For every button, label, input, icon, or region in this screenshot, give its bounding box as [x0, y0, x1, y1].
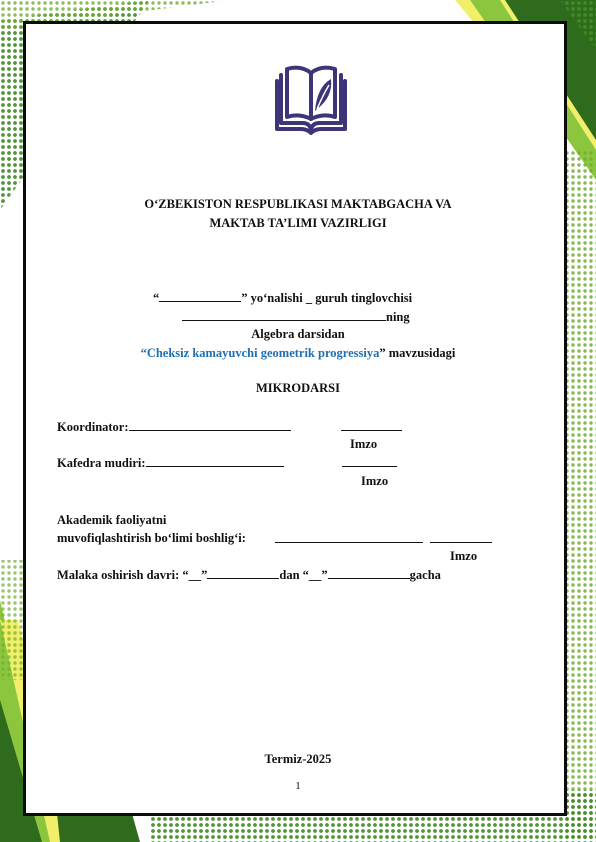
subject-line: Algebra darsidan	[251, 327, 345, 341]
open-quote: “	[153, 291, 160, 305]
period-dan: dan “__”	[279, 568, 328, 582]
academic-row	[57, 531, 246, 546]
city-year: Termiz-2025	[264, 752, 332, 766]
training-period-line	[57, 567, 441, 583]
academic-name-field[interactable]	[275, 531, 423, 547]
topic-open-quote: “	[140, 346, 147, 360]
listener-line	[153, 290, 412, 306]
head-sign-label: Imzo	[361, 474, 389, 488]
page-number: 1	[295, 780, 301, 792]
topic-line	[0, 346, 596, 361]
period-end-month-field[interactable]	[328, 567, 410, 579]
head-sign-field[interactable]	[342, 455, 397, 471]
coordinator-row	[57, 419, 291, 435]
listener-direction-text: ” yo‘nalishi _ guruh tinglovchisi	[241, 291, 413, 305]
topic-close-text: ” mavzusidagi	[379, 346, 456, 360]
head-name-field[interactable]	[146, 455, 284, 467]
coordinator-sign-field[interactable]	[341, 419, 402, 435]
listener-name-blank[interactable]	[182, 309, 386, 321]
listener-name-suffix: ning	[386, 310, 410, 324]
coordinator-sign-label: Imzo	[350, 437, 378, 451]
coordinator-name-field[interactable]	[129, 419, 291, 431]
book-leaf-logo-icon	[273, 57, 349, 137]
ministry-line-2: MAKTAB TA’LIMI VAZIRLIGI	[209, 216, 387, 230]
document-type-title: MIKRODARSI	[255, 381, 341, 395]
ministry-line-1: O‘ZBEKISTON RESPUBLIKASI MAKTABGACHA VA	[144, 197, 452, 211]
period-prefix: Malaka oshirish davri: “__”	[57, 568, 208, 582]
period-gacha: gacha	[409, 568, 441, 582]
head-label: Kafedra mudiri:	[57, 456, 146, 470]
academic-sign-field[interactable]	[430, 531, 492, 547]
direction-blank[interactable]	[159, 290, 241, 302]
academic-label-line-1: Akademik faoliyatni	[57, 513, 167, 527]
coordinator-label: Koordinator:	[57, 420, 129, 434]
period-start-month-field[interactable]	[207, 567, 279, 579]
head-row	[57, 455, 284, 471]
academic-label-line-2: muvofiqlashtirish bo‘limi boshlig‘i:	[57, 531, 246, 545]
academic-sign-label: Imzo	[450, 549, 478, 563]
topic-title: Cheksiz kamayuvchi geometrik progressiya	[146, 346, 380, 360]
listener-name-line	[182, 309, 410, 325]
